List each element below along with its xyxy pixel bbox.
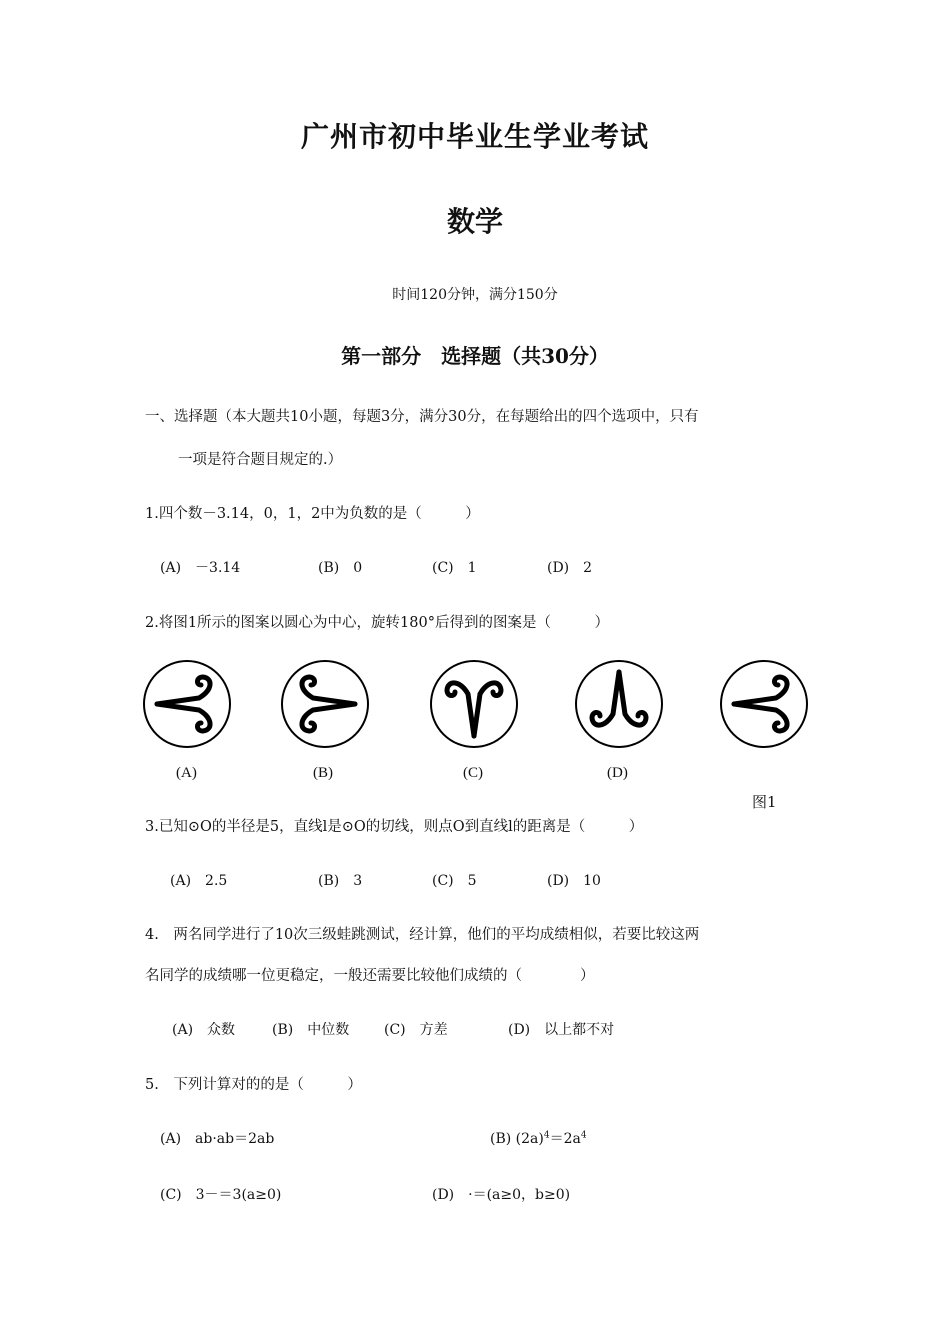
figure-1-pattern (718, 658, 810, 750)
q5-option-d: (D) ·＝(a≥0，b≥0) (432, 1187, 571, 1203)
section-intro-line2: 一项是符合题目规定的.） (178, 452, 343, 468)
q5-option-b-exp1: 4 (543, 1130, 550, 1141)
question-2-stem: 2.将图1所示的图案以圆心为中心，旋转180°后得到的图案是（ ） (145, 615, 609, 631)
part-heading: 第一部分 选择题（共30分） (341, 344, 609, 368)
q1-option-a: (A) －3.14 (160, 560, 241, 576)
section-intro-line1: 一、选择题（本大题共10小题，每题3分，满分30分，在每题给出的四个选项中，只有 (145, 409, 699, 425)
q5-option-b-base: (B) (2a) (490, 1131, 544, 1147)
option-d-figure (573, 658, 665, 750)
q5-option-b-rhs: ＝2a (549, 1131, 581, 1147)
question-1-stem: 1.四个数－3.14，0，1，2中为负数的是（ ） (145, 506, 480, 522)
time-info: 时间120分钟，满分150分 (392, 287, 558, 303)
q4-option-a: (A) 众数 (172, 1022, 236, 1038)
q1-option-b: (B) 0 (318, 560, 363, 576)
option-b-figure (279, 658, 371, 750)
option-a-figure (141, 658, 233, 750)
figure-label-c: (C) (463, 765, 483, 781)
subject-title: 数学 (446, 205, 503, 238)
question-5-stem: 5. 下列计算对的的是（ ） (145, 1077, 362, 1093)
q3-option-b: (B) 3 (318, 873, 363, 889)
q3-option-c: (C) 5 (432, 873, 477, 889)
q5-option-b-exp2: 4 (580, 1130, 587, 1141)
q5-option-b (490, 1128, 587, 1148)
q4-option-d: (D) 以上都不对 (508, 1022, 615, 1038)
q1-option-c: (C) 1 (432, 560, 477, 576)
option-c-figure (428, 658, 520, 750)
question-4-stem-line2: 名同学的成绩哪一位更稳定，一般还需要比较他们成绩的（ ） (145, 968, 595, 984)
q1-option-d: (D) 2 (547, 560, 593, 576)
figure-label-d: (D) (607, 765, 628, 781)
figure-label-a: (A) (176, 765, 197, 781)
q5-option-a: (A) ab·ab＝2ab (160, 1131, 275, 1147)
figure-caption: 图1 (752, 793, 777, 811)
q3-option-a: (A) 2.5 (170, 873, 228, 889)
q4-option-b: (B) 中位数 (272, 1022, 350, 1038)
figure-label-b: (B) (313, 765, 333, 781)
question-4-stem-line1: 4. 两名同学进行了10次三级蛙跳测试，经计算，他们的平均成绩相似，若要比较这两 (145, 927, 700, 943)
question-3-stem: 3.已知⊙O的半径是5，直线l是⊙O的切线，则点O到直线l的距离是（ ） (145, 819, 644, 835)
q5-option-c: (C) 3－＝3(a≥0) (160, 1187, 282, 1203)
exam-title: 广州市初中毕业生学业考试 (300, 120, 649, 153)
q4-option-c: (C) 方差 (384, 1022, 448, 1038)
q3-option-d: (D) 10 (547, 873, 601, 889)
